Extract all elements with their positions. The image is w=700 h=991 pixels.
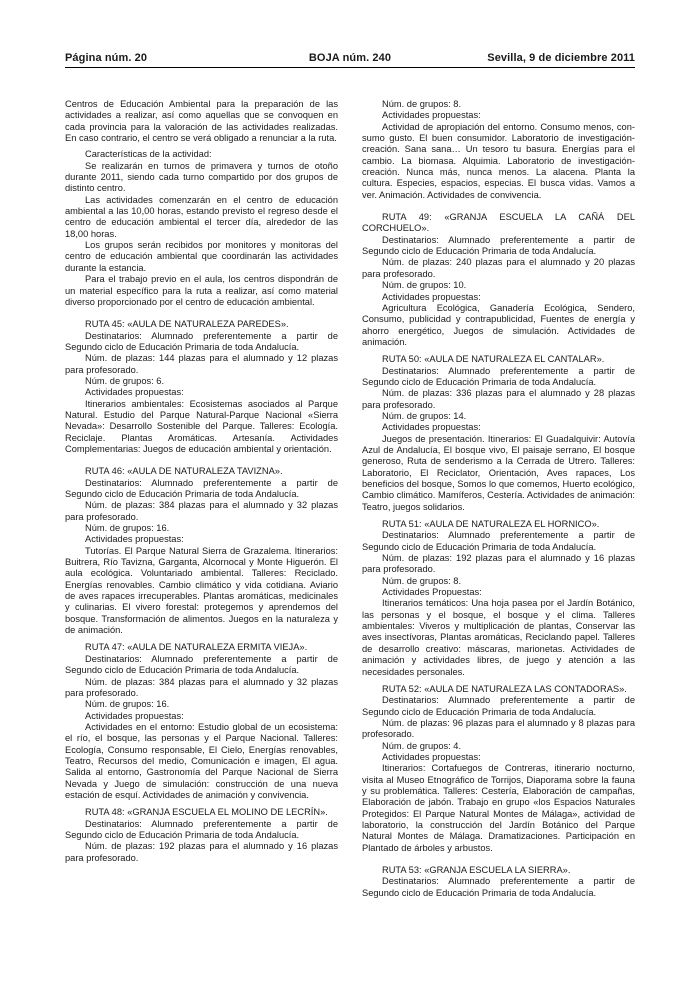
paragraph: Juegos de presentación. Itinerarios: El Guadalquivir: Autovía Azul de Andalucía, El bosque vivo, El paisaje serrano, El bosque generoso, Ruta de senderismo a la Cerrada de Utrero. Talleres: Laboratorio, El Reciclator, Orientación, Aves rapaces, Los beneficios del bosque, Somos lo que comemos, Huerto ecológico, Cambio climático. Mamíferos, Cestería. Actividades de animación: Teatro, juegos solidarios. [362,433,635,512]
paragraph: Las actividades comenzarán en el centro de educación ambiental a las 10,00 horas, estando previsto el regreso desde el centro de educación ambiental el tercer día, alrededor de las 18,00 horas. [65,194,338,239]
paragraph: Destinatarios: Alumnado preferentemente a partir de Segundo ciclo de Educación Primaria de toda Andalucía. [65,653,338,676]
paragraph: Destinatarios: Alumnado preferentemente a partir de Segundo ciclo de Educación Primaria de toda Andalucía. [65,818,338,840]
paragraph: RUTA 47: «AULA DE NATURALEZA ERMITA VIEJA». [85,642,308,653]
paragraph: Núm. de plazas: 336 plazas para el alumnado y 28 plazas para profesorado. [362,388,635,410]
paragraph: Actividades propuestas: [85,534,184,545]
paragraph: Centros de Educación Ambiental para la preparación de las actividades a realizar, así como aquellas que se convoquen en cada provincia para la valoración de las actividades realizadas. En caso contrario, el centro se verá obligado a renunciar a la ruta. [65,99,338,144]
paragraph: Actividades propuestas: [85,710,184,721]
paragraph: Características de la actividad: [85,149,212,160]
paragraph: Núm. de grupos: 8. [382,99,462,109]
paragraph: Destinatarios: Alumnado preferentemente a partir de Segundo ciclo de Educación Primaria de toda Andalucía. [65,330,338,352]
left-column [65,99,338,864]
place-date: Sevilla, 9 de diciembre 2011 [487,52,635,64]
paragraph: Destinatarios: Alumnado preferentemente a partir de Segundo ciclo de Educación Primaria de toda Andalucía. [362,365,635,387]
paragraph: Destinatarios: Alumnado preferentemente a partir de Segundo ciclo de Educación Primaria de toda Andalucía. [362,530,635,552]
paragraph: Actividad de apropiación del entorno. Consumo menos, con-sumo gusto. El buen consumidor. Laboratorio de investigación-creación. Sana sana… Un tesoro tu basura. Energías para el cambio. La biomasa. Alquimia. Laboratorio de investigación-creación. Nunca más, nunca menos. La alacena. Planta la cultura. Especies, espacios, especias. El busca vidas. Vamos a ver. Animación. Actividades de convivencia. [362,121,635,200]
journal-number: BOJA núm. 240 [308,52,392,64]
paragraph: Núm. de plazas: 384 plazas para el alumnado y 32 plazas para profesorado. [65,676,338,698]
paragraph: Itinerarios temáticos: Una hoja pasea por el Jardín Botánico, las personas y el bosque, el bosque y el clima. Talleres ambientales: Viveros y multiplicación de plantas, Conservar las aves insectívoras, Plantas aromáticas, Reciclando papel. Talleres de desarrollo creativo: máscaras, marionetas. Actividades de animación y actividades libres, de juego y atención a las necesidades personales. [362,598,635,677]
paragraph: Los grupos serán recibidos por monitores y monitoras del centro de educación ambiental que coordinarán las actividades durante la estancia. [65,240,338,273]
paragraph: Para el trabajo previo en el aula, los centros dispondrán de un material específico para la ruta a realizar, así como material diverso proporcionado por el centro de educación ambiental. [65,274,338,307]
paragraph: RUTA 50: «AULA DE NATURALEZA EL CANTALAR». [382,354,605,365]
paragraph: Actividades Propuestas: [382,587,482,598]
paragraph: Actividades propuestas: [85,387,184,398]
paragraph: Núm. de plazas: 384 plazas para el alumnado y 32 plazas para profesorado. [65,500,338,522]
page-header [65,52,635,66]
paragraph: Actividades propuestas: [382,751,481,762]
paragraph: Actividades propuestas: [382,422,481,433]
paragraph: Destinatarios: Alumnado preferentemente a partir de Segundo ciclo de Educación Primaria de toda Andalucía. [362,234,635,257]
paragraph: Actividades en el entorno: Estudio global de un ecosistema: el río, el bosque, las personas y el Parque Nacional. Talleres: Ecología, Consumo responsable, El Cielo, Energías renovables, Teatro, Recursos del medio, Comunicación e imagen, El agua. Salida al entorno, Gastronomía del Parque Nacional de Sierra Nevada y Juego de simulación: construcción de una nueva estación de esquí. Actividades de animación y convivencia. [65,721,338,800]
paragraph: RUTA 49: «GRANJA ESCUELA LA CAÑÁ DEL CORCHUELO». [362,212,635,234]
paragraph: Núm. de grupos: 8. [382,575,462,586]
paragraph: RUTA 48: «GRANJA ESCUELA EL MOLINO DE LECRÍN». [85,807,328,818]
paragraph: RUTA 45: «AULA DE NATURALEZA PAREDES». [85,319,289,330]
paragraph: Se realizarán en turnos de primavera y turnos de otoño durante 2011, siendo cada turno compartido por dos grupos de distinto centro. [65,160,338,194]
paragraph: Destinatarios: Alumnado preferentemente a partir de Segundo ciclo de Educación Primaria de toda Andalucía. [65,477,338,499]
paragraph: Núm. de grupos: 16. [85,699,170,710]
paragraph: Actividades propuestas: [382,291,481,302]
paragraph: Núm. de plazas: 192 plazas para el alumnado y 16 plazas para profesorado. [362,553,635,575]
paragraph: Núm. de plazas: 192 plazas para el alumnado y 16 plazas para profesorado. [65,841,338,863]
paragraph: Núm. de plazas: 240 plazas para el alumnado y 20 plazas para profesorado. [362,257,635,279]
paragraph: Itinerarios ambientales: Ecosistemas asociados al Parque Natural. Estudio del Parque Natural-Parque Nacional «Sierra Nevada»: Desarrollo Sostenible del Parque. Talleres: Ecología. Reciclaje. Plantas Aromáticas. Artesanía. Actividades Complementarias: Juegos de educación ambiental y orientación. [65,398,338,454]
paragraph: RUTA 51: «AULA DE NATURALEZA EL HORNICO». [382,519,600,530]
paragraph: Núm. de grupos: 10. [382,280,467,291]
paragraph: Tutorías. El Parque Natural Sierra de Grazalema. Itinerarios: Buitrera, Río Tavizna, Garganta, Alcornocal y Monte Higuerón. El aula ecológica. Voluntariado ambiental. Talleres: Reciclado. Energías renovables. Cambio climático y vida cotidiana. Aviario de aves rapaces irrecuperables. Plantas aromáticas, medicinales y culinarias. El vivero forestal: protegemos y aprendemos del bosque. Transformación de alimentos. Juegos en la naturaleza y de animación. [65,545,338,636]
paragraph: Agricultura Ecológica, Ganadería Ecológica, Sendero, Consumo, publicidad y contrapublicidad, Fuentes de energía y ahorro energético, Juegos de simulación. Actividades de animación. [362,302,635,347]
right-column [362,99,635,899]
page-number: Página núm. 20 [65,52,148,64]
paragraph: Itinerarios: Cortafuegos de Contreras, itinerario nocturno, visita al Museo Etnográfico de Torrijos, Diaporama sobre la fauna y su problemática. Talleres: Cestería, Elaboración de campañas, Elaboración de jabón. Trabajo en grupo «los Espacios Naturales Protegidos: El Parque Natural Montes de Málaga», actividad de laboratorio, la construcción del Jardín Botánico del Parque Natural Montes de Málaga. Dramatizaciones. Participación en Plantado de árboles y arbustos. [362,763,635,853]
paragraph: Núm. de grupos: 16. [85,523,170,534]
paragraph: RUTA 52: «AULA DE NATURALEZA LAS CONTADORAS». [382,683,627,694]
paragraph: Núm. de grupos: 4. [382,740,462,751]
paragraph: RUTA 46: «AULA DE NATURALEZA TAVIZNA». [85,466,283,477]
paragraph: Núm. de plazas: 96 plazas para el alumnado y 8 plazas para profesorado. [362,717,635,740]
paragraph: Núm. de plazas: 144 plazas para el alumnado y 12 plazas para profesorado. [65,353,338,375]
paragraph: Actividades propuestas: [382,110,481,121]
header-rule [65,67,635,68]
paragraph: Destinatarios: Alumnado preferentemente a partir de Segundo ciclo de Educación Primaria de toda Andalucía. [362,695,635,717]
paragraph: RUTA 53: «GRANJA ESCUELA LA SIERRA». [382,865,571,875]
paragraph: Núm. de grupos: 6. [85,375,165,386]
paragraph: Destinatarios: Alumnado preferentemente a partir de Segundo ciclo de Educación Primaria de toda Andalucía. [362,876,635,898]
paragraph: Núm. de grupos: 14. [382,410,467,421]
